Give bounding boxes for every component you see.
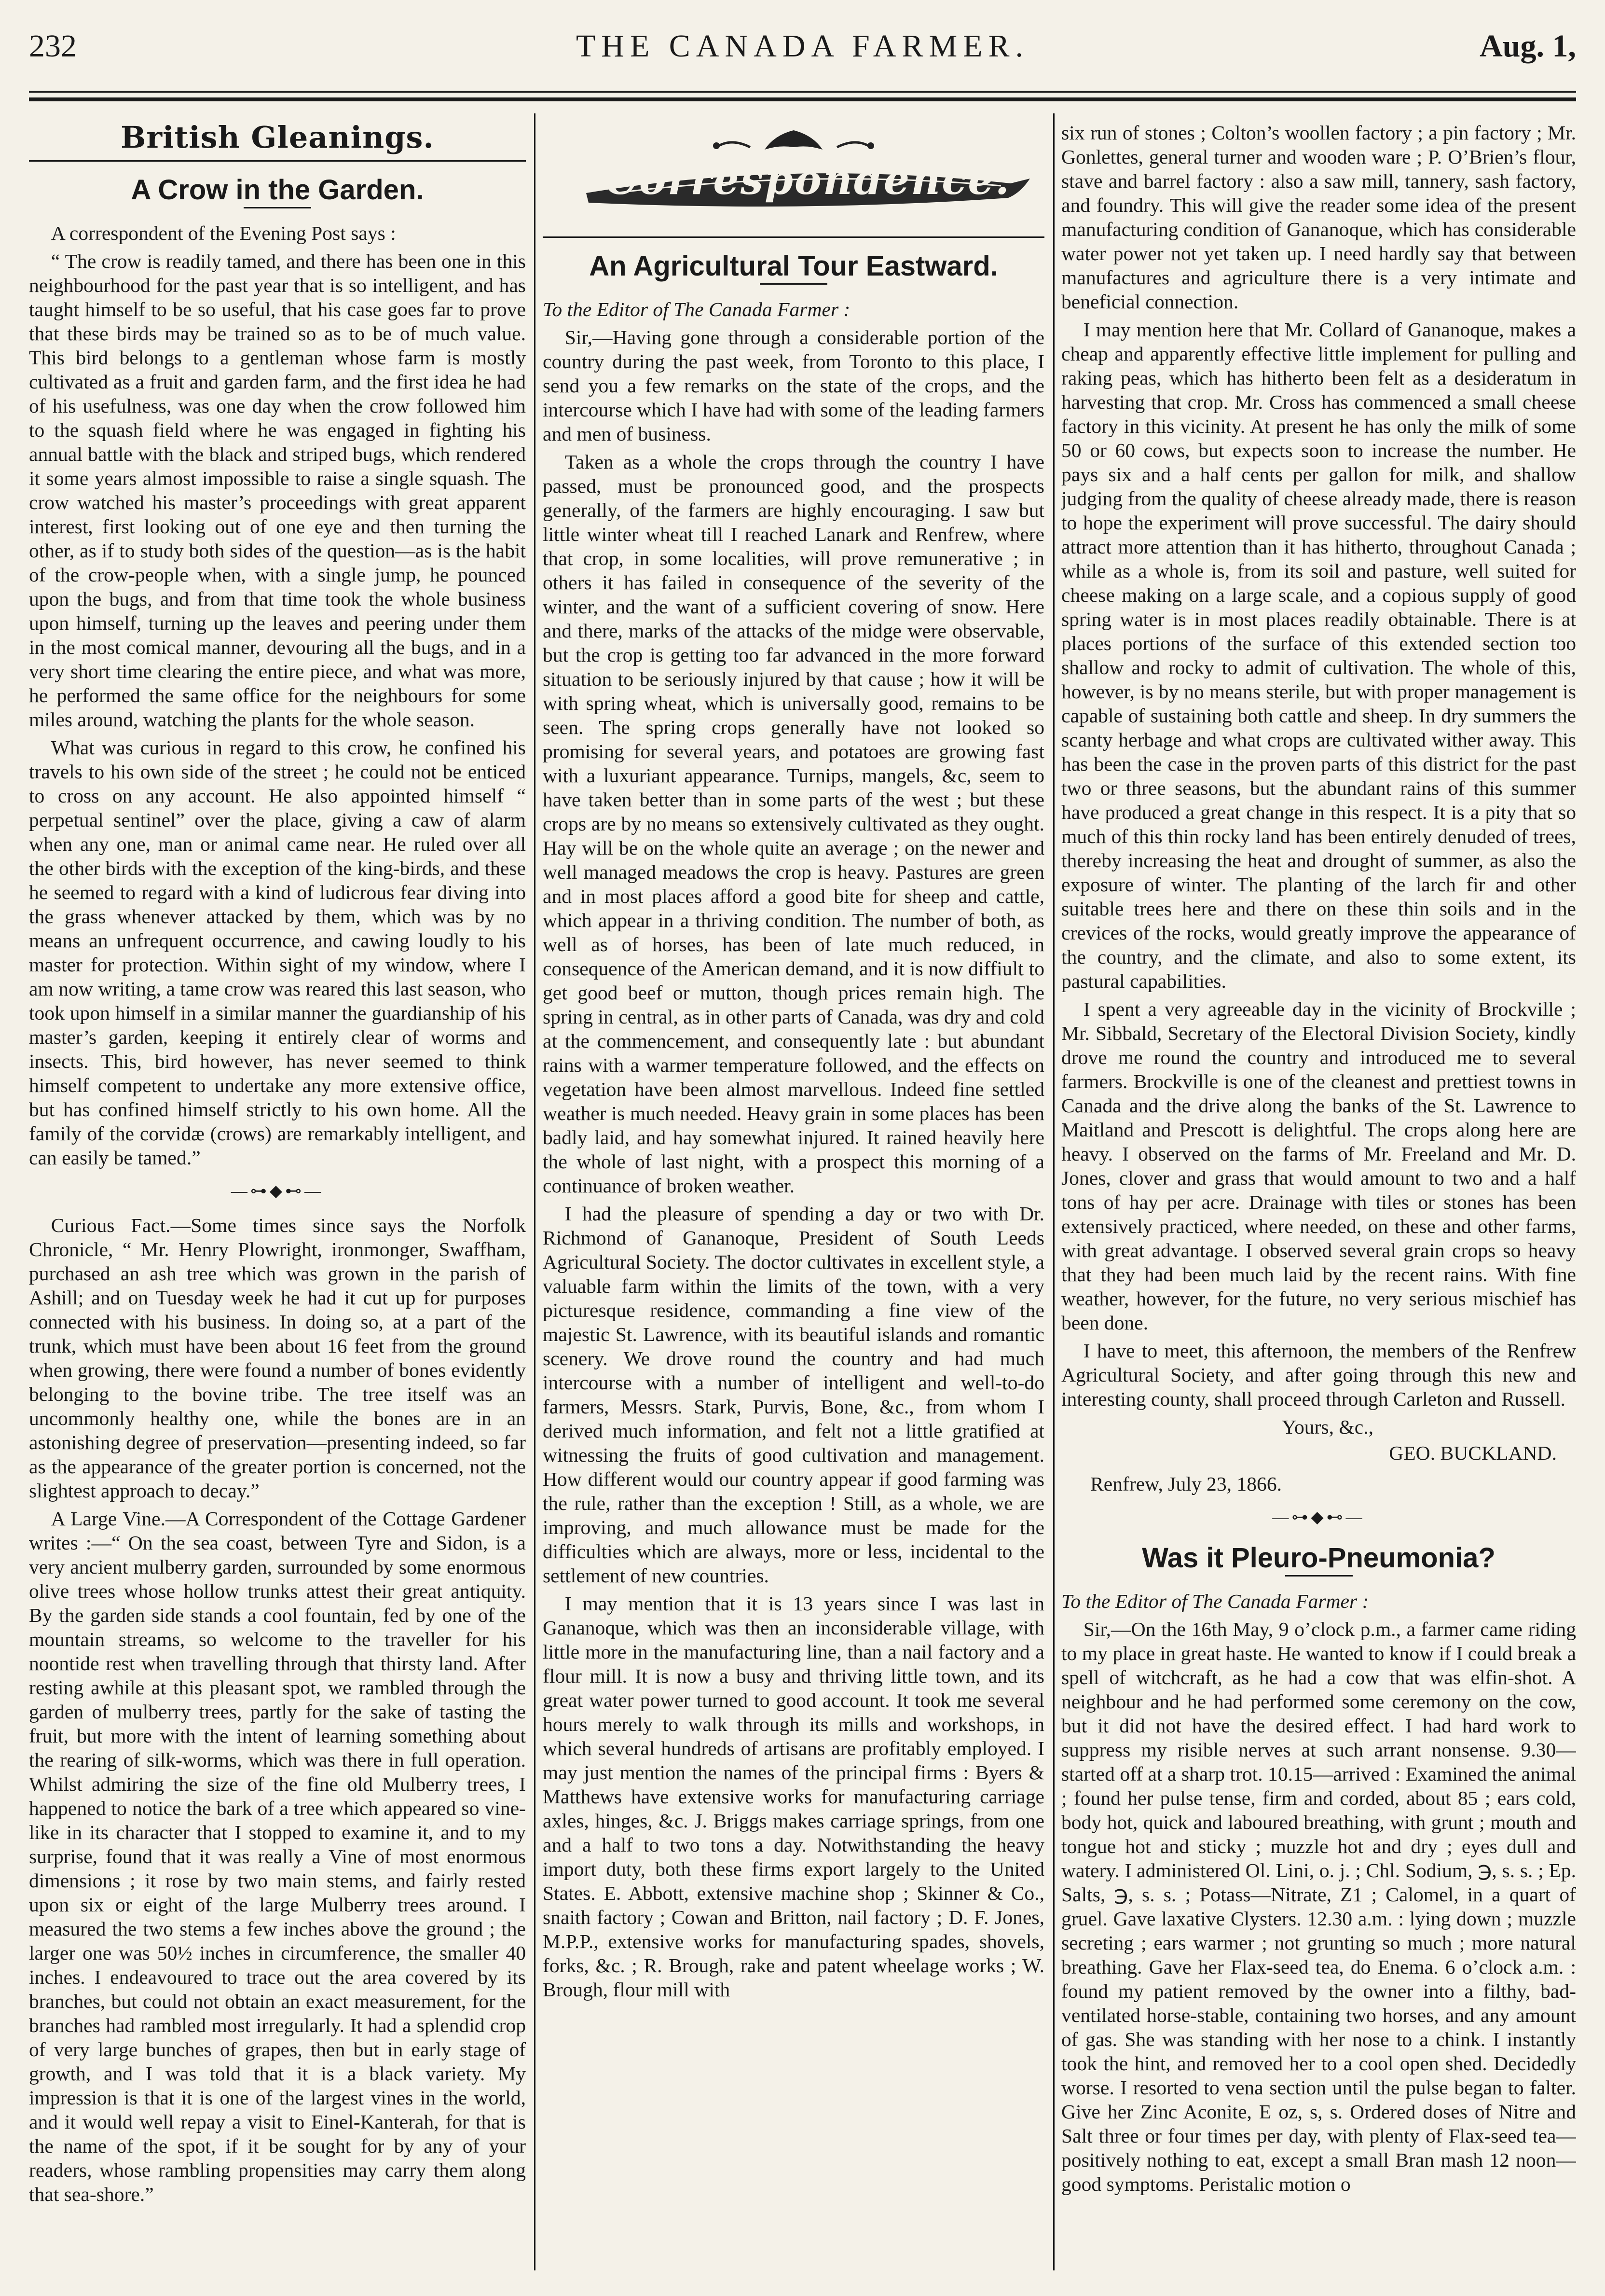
paragraph: A Large Vine.—A Correspondent of the Cottage Gardener writes :—“ On the sea coast, between Tyre and Sidon, is a very ancient mulberry garden, surrounded by some enormous olive trees whose hollow trunks attest their great antiquity. By the garden side stands a cool fountain, fed by one of the mountain streams, so welcome to the traveller for his noontide rest when travelling through that thirsty land. After resting awhile at this pleasant spot, we rambled through the garden of mulberry trees, partly for the sake of tasting the fruit, but more with the intent of learning something about the rearing of silk-worms, which was there in full operation. Whilst admiring the size of the fine old Mulberry trees, I happened to notice the bark of a tree which appeared so vine-like in its character that I stopped to examine it, and to my surprise, found that it was really a Vine of most enormous dimensions ; it rose by two main stems, and fairly rested upon six or eight of the large Mulberry trees around. I measured the two stems a few inches above the ground ; the larger one was 50½ inches in circumference, the smaller 40 inches. I endeavoured to trace out the area covered by its branches, but could not obtain an exact measurement, for the branches had rambled most irregularly. It had a splendid crop of very large bunches of grapes, then but in early stage of growth, and I was told that it is a black variety. My impression is that it is one of the largest vines in the world, and it would well repay a visit to Einel-Kanterah, for that is the name of the spot, if it be sought for by any of your readers, whose rambling propensities may carry them along that sea-shore.” [29, 1508, 526, 2205]
correspondence-banner [543, 121, 1044, 232]
header-rule-bottom [29, 97, 1576, 101]
signature: GEO. BUCKLAND. [1389, 1442, 1557, 1464]
paragraph: Curious Fact.—Some times since says the Norfolk Chronicle, “ Mr. Henry Plowright, ironmonger, Swaffham, purchased an ash tree which was grown in the parish of Ashill; and on Tuesday week he had it cut up for purposes connected with his business. In doing so, at a part of the trunk, which must have been about 16 feet from the ground when growing, there were found a number of bones evidently belonging to the bovine tribe. The tree itself was an uncommonly healthy one, while the bones are in an astonishing degree of preservation—presenting indeed, so far as the appearance of the greater portion is concerned, not the slightest approach to decay.” [29, 1214, 526, 1502]
paragraph: “ The crow is readily tamed, and there has been one in this neighbourhood for the past year that is so intelligent, and has taught himself to be so useful, that his case goes far to prove that these birds may be trained so as to be of much value. This bird belongs to a gentleman whose farm is mostly cultivated as a fruit and garden farm, and the first idea he had of his usefulness, was one day when the crow followed him to the squash field where he was engaged in fighting his annual battle with the black and striped bugs, which rendered it some years almost impossible to raise a single squash. The crow watched his master’s proceedings with great apparent interest, first looking out of one eye and then turning the other, as if to study both sides of the question—as is the habit of the crow-people when, with a single jump, he pounced upon the bugs, and from that time took the whole business upon himself, turning up the leaves and peering under them in the most comical manner, devouring all the bugs, and in a very short time clearing the entire piece, and what was more, he performed the same office for the neighbours for some miles around, watching the plants for the whole season. [29, 250, 526, 731]
title-rule [1285, 1575, 1353, 1577]
correspondence-banner-text: Correspondence. [605, 156, 1011, 204]
title-rule [244, 207, 311, 208]
paragraph: Sir,—Having gone through a considerable portion of the country during the past week, from Toronto to this place, I send you a few remarks on the state of the crops, and the intercourse which I have had with some of the leading farmers and men of business. [543, 326, 1044, 445]
article-title-agricultural-tour: An Agricultural Tour Eastward. [589, 250, 998, 282]
ornament-divider: —⊶◆⊷— [1272, 1508, 1365, 1526]
paragraph: A correspondent of the Evening Post says : [51, 222, 396, 244]
title-rule [760, 283, 827, 285]
paragraph: six run of stones ; Colton’s woollen factory ; a pin factory ; Mr. Gonlettes, general turner and wooden ware ; P. O’Brien’s flour, stave and barrel factory : also a saw mill, tannery, sash factory, and foundry. This will give the reader some idea of the present manufacturing condition of Gananoque, which has considerable water power not yet taken up. I need hardly say that between manufactures and agriculture there is a very intimate and beneficial connection. [1061, 122, 1576, 313]
dateline: Renfrew, July 23, 1866. [1090, 1473, 1282, 1495]
article-title-crow: A Crow in the Garden. [131, 174, 424, 206]
column-divider-2 [1053, 113, 1055, 2270]
paragraph: I spent a very agreeable day in the vicinity of Brockville ; Mr. Sibbald, Secretary of the Electoral Division Society, kindly drove me round the country and introduced me to several farmers. Brockville is one of the cleanest and prettiest towns in Canada and the drive along the banks of the St. Lawrence to Maitland and Prescott is delightful. The crops along here are heavy. I observed on the farms of Mr. Freeland and Mr. D. Jones, clover and grass that would amount to two and a half tons of hay per acre. Drainage with tiles or stones has been extensively practiced, where needed, on these and other farms, with great advantage. I observed several grain crops so heavy that they had been much laid by the recent rains. With fine weather, however, for the future, no very serious mischief has been done. [1061, 998, 1576, 1334]
page-header [29, 28, 1576, 86]
issue-date: Aug. 1, [1480, 28, 1576, 64]
page-number: 232 [29, 28, 77, 64]
paragraph: Sir,—On the 16th May, 9 o’clock p.m., a farmer came riding to my place in great haste. He wanted to know if I could break a spell of witchcraft, as he had a cow that was elfin-shot. A neighbour and he had performed some ceremony on the cow, but it did not have the desired effect. I had hard work to suppress my risible nerves at such arrant nonsense. 9.30—started off at a sharp trot. 10.15—arrived : Examined the animal ; found her pulse tense, firm and corded, about 85 ; ears cold, body hot, quick and laboured breathing, with grunt ; mouth and tongue hot and sticky ; muzzle hot and dry ; eyes dull and watery. I administered Ol. Lini, o. j. ; Chl. Sodium, ℈, s. s. ; Ep. Salts, ℈, s. s. ; Potass—Nitrate, Z1 ; Calomel, in a quart of gruel. Gave laxative Clysters. 12.30 a.m. : lying down ; muzzle secreting ; ears warmer ; not grunting so much ; more natural breathing. Gave her Flax-seed tea, do Enema. 6 o’clock a.m. : found my patient removed by the owner into a filthy, bad-ventilated horse-stable, containing two horses, and any amount of gas. She was standing with her nose to a chink. I instantly took the hint, and removed her to a cool open shed. Decidedly worse. I resorted to vena section until the pulse began to falter. Give her Zinc Aconite, E oz, s, s. Ordered doses of Nitre and Salt three or four times per day, with plenty of Flax-seed tea—positively nothing to eat, except a small Bran mash 12 noon—good symptoms. Peristalic motion o [1061, 1618, 1576, 2195]
header-rule-top [29, 91, 1576, 93]
masthead-title: THE CANADA FARMER. [576, 28, 1029, 64]
salutation: To the Editor of The Canada Farmer : [543, 298, 851, 320]
paragraph: I have to meet, this afternoon, the members of the Renfrew Agricultural Society, and after going through this new and interesting county, shall proceed through Carleton and Russell. [1061, 1340, 1576, 1410]
paragraph: Taken as a whole the crops through the country I have passed, must be pronounced good, and the prospects generally, of the farmers are highly encouraging. I saw but little winter wheat till I reached Lanark and Renfrew, where that crop, in some localities, will prove remunerative ; in others it has failed in consequence of the severity of the winter, and the want of a sufficient covering of snow. Here and there, marks of the attacks of the midge were observable, but the crop is getting too far advanced in the more forward situation to be seriously injured by that cause ; how it will be with spring wheat, which is universally good, remains to be seen. The spring crops generally have not looked so promising for several years, and potatoes are growing fast with a luxuriant appearance. Turnips, mangels, &c, seem to have taken better than in some parts of the west ; but these crops are by no means so extensively cultivated as they ought. Hay will be on the whole quite an average ; on the newer and well managed meadows the crop is heavy. Pastures are green and in most places afford a good bite for sheep and cattle, which appear in a thriving condition. The number of both, as well as of horses, has been of late much reduced, in consequence of the American demand, and it is now diffiult to get good beef or mutton, though prices remain high. The spring in central, as in other parts of Canada, was dry and cold at the commencement, and consequently late : but abundant rains with a warmer temperature followed, and the effects on vegetation have been almost marvellous. Indeed fine settled weather is much needed. Heavy grain in some places has been badly laid, and hay somewhat injured. It rained heavily here the whole of last night, with a prospect this morning of a continuance of broken weather. [543, 451, 1044, 1197]
section-rule [543, 236, 1044, 238]
column-1 [29, 121, 526, 2278]
article-title-pleuro-pneumonia: Was it Pleuro-Pneumonia? [1142, 1542, 1495, 1574]
column-2 [543, 121, 1044, 2278]
paragraph: I had the pleasure of spending a day or two with Dr. Richmond of Gananoque, President of South Leeds Agricultural Society. The doctor cultivates in excellent style, a valuable farm within the limits of the town, with a very picturesque residence, commanding a fine view of the majestic St. Lawrence, with its beautiful islands and romantic scenery. We drove round the country and had much intercourse with a number of intelligent and well-to-do farmers, Messrs. Stark, Purvis, Bone, &c., from whom I derived much information, and felt not a little gratified at witnessing the fruits of good cultivation and management. How different would our country appear if good farming was the rule, rather than the exception ! Still, as a whole, we are improving, and much allowance must be made for the difficulties which are always, more or less, incidental to the settlement of new countries. [543, 1203, 1044, 1587]
paragraph: What was curious in regard to this crow, he confined his travels to his own side of the street ; he could not be enticed to cross on any account. He also appointed himself “ perpetual sentinel” over the place, giving a caw of alarm when any one, man or animal came near. He ruled over all the other birds with the exception of the king-birds, and these he seemed to regard with a kind of ludicrous fear diving into the grass whenever attacked by them, which was by no means an unfrequent occurrence, and cawing loudly to his master for protection. Within sight of my window, where I am now writing, a tame crow was reared this last season, who took upon himself in a similar manner the guardianship of his master’s garden, keeping it entirely clear of worms and insects. This, bird however, has never seemed to think himself competent to undertake any more extensive office, but has confined himself strictly to his own home. All the family of the corvidæ (crows) are remarkably intelligent, and can easily be tamed.” [29, 736, 526, 1169]
column-3 [1061, 121, 1576, 2278]
section-heading-british-gleanings: British Gleanings. [120, 121, 435, 155]
paragraph: I may mention here that Mr. Collard of Gananoque, makes a cheap and apparently effective little implement for pulling and raking peas, which has hitherto been felt as a desideratum in harvesting that crop. Mr. Cross has commenced a small cheese factory in this vicinity. At present he has only the milk of some 50 or 60 cows, but expects soon to increase the number. He pays six and a half cents per gallon for milk, and shallow judging from the quality of cheese already made, there is reason to hope the experiment will prove successful. The dairy should attract more attention than it has hitherto, throughout Canada ; while as a whole is, from its soil and pasture, well suited for cheese making on a large scale, and a copious supply of good spring water is in most places readily obtainable. There is at places portions of the surface of this extended section too shallow and rocky to admit of cultivation. The whole of this, however, is by no means sterile, but with proper management is capable of sustaining both cattle and sheep. In dry summers the scanty herbage and what crops are cultivated wither away. This has been the case in the proven parts of this district for the past two or three seasons, but the abundant rains of this summer have produced a great change in this respect. It is a pity that so much of this thin rocky land has been entirely denuded of trees, thereby increasing the heat and drought of summer, as also the exposure of winter. The planting of the larch fir and other suitable trees here and there on these thin soils and in the crevices of the rocks, would greatly improve the appearance of the country, and the climate, and also to some extent, its pastural capabilities. [1061, 318, 1576, 992]
closing: Yours, &c., [1282, 1416, 1373, 1438]
section-rule [29, 160, 526, 162]
ornament-divider: —⊶◆⊷— [231, 1182, 324, 1200]
paragraph: I may mention that it is 13 years since I was last in Gananoque, which was then an inconsiderable village, with little more in the manufacturing line, than a nail factory and a flour mill. It is now a busy and thriving little town, and its great water power turned to good account. It took me several hours merely to walk through its mills and workshops, in which several hundreds of artisans are profitably employed. I may just mention the names of the principal firms : Byers & Matthews have extensive works for manufacturing carriage axles, hinges, &c. J. Briggs makes carriage springs, from one and a half to two tons a day. Notwithstanding the heavy import duty, both these firms export largely to the United States. E. Abbott, extensive machine shop ; Skinner & Co., snaith factory ; Cowan and Britton, nail factory ; D. F. Jones, M.P.P., extensive works for manufacturing spades, shovels, forks, &c. ; R. Brough, rake and patent wheelage works ; W. Brough, flour mill with [543, 1592, 1044, 2001]
column-divider-1 [534, 113, 535, 2270]
salutation: To the Editor of The Canada Farmer : [1061, 1590, 1369, 1612]
